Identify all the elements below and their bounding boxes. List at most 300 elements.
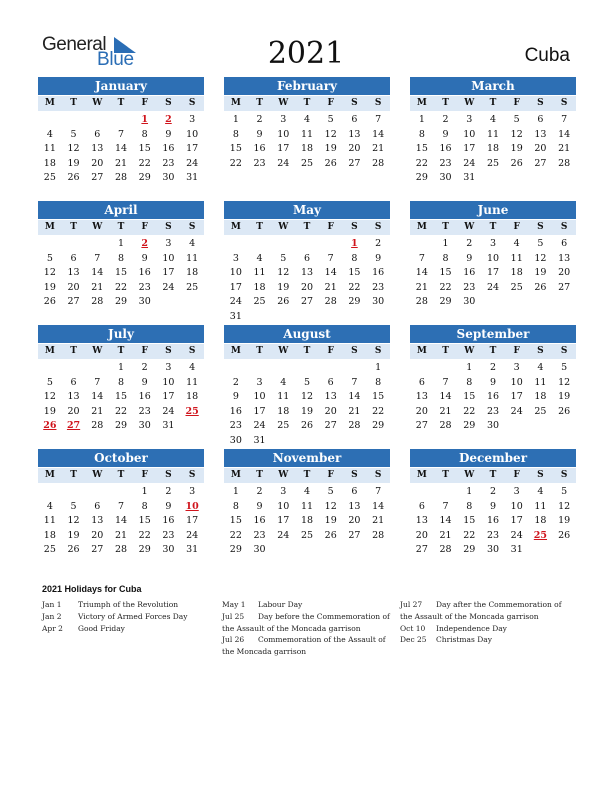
weekday-header-row xyxy=(38,96,204,111)
day-cell: 9 xyxy=(141,252,148,264)
month-november xyxy=(224,449,390,558)
day-cell: 27 xyxy=(415,420,428,431)
month-may xyxy=(224,201,390,324)
weekday-label: S xyxy=(560,470,568,480)
day-cell: 11 xyxy=(186,376,199,388)
holiday-day-cell: 10 xyxy=(185,500,199,512)
day-cell: 28 xyxy=(439,420,452,431)
weekday-label: S xyxy=(374,222,382,232)
day-cell: 23 xyxy=(138,405,151,417)
day-cell: 4 xyxy=(489,114,497,125)
day-cell: 18 xyxy=(277,405,290,417)
day-cell: 6 xyxy=(303,252,311,264)
day-cell: 10 xyxy=(510,376,523,388)
weekday-label: T xyxy=(489,98,497,108)
weekday-label: F xyxy=(513,470,520,480)
day-cell: 24 xyxy=(463,157,476,169)
weekday-label: M xyxy=(230,222,241,232)
day-cell: 6 xyxy=(94,128,101,140)
day-cell: 29 xyxy=(114,420,128,431)
days-grid xyxy=(38,113,204,186)
day-cell: 4 xyxy=(303,486,311,497)
day-cell: 5 xyxy=(70,128,77,140)
day-cell: 25 xyxy=(186,281,199,293)
day-cell: 16 xyxy=(162,143,175,154)
day-cell: 5 xyxy=(327,486,334,497)
day-cell: 21 xyxy=(372,143,385,154)
day-cell: 13 xyxy=(300,267,314,278)
weekday-label: S xyxy=(351,98,358,108)
day-cell: 26 xyxy=(510,157,523,169)
day-cell: 25 xyxy=(300,529,314,541)
empty-cell xyxy=(38,361,62,376)
day-cell: 27 xyxy=(348,157,361,169)
day-cell: 15 xyxy=(463,391,476,402)
day-cell: 28 xyxy=(372,529,385,541)
day-cell: 11 xyxy=(510,252,523,264)
day-cell: 21 xyxy=(324,281,337,293)
day-cell: 31 xyxy=(186,172,199,183)
day-cell: 12 xyxy=(277,267,290,278)
day-cell: 12 xyxy=(43,391,56,402)
day-cell: 30 xyxy=(162,172,175,183)
day-cell: 28 xyxy=(558,157,571,169)
day-cell: 25 xyxy=(300,157,314,169)
day-cell: 17 xyxy=(277,515,290,526)
day-cell: 9 xyxy=(165,128,172,140)
day-cell: 4 xyxy=(303,114,311,125)
day-cell: 31 xyxy=(463,172,476,183)
day-cell: 27 xyxy=(91,172,104,183)
weekday-label: F xyxy=(513,98,520,108)
day-cell: 27 xyxy=(300,296,314,307)
day-cell: 30 xyxy=(486,544,500,555)
month-january xyxy=(38,77,204,186)
day-cell: 12 xyxy=(534,252,547,264)
day-cell: 17 xyxy=(510,391,523,402)
weekday-label: T xyxy=(117,222,125,232)
day-cell: 4 xyxy=(256,252,263,264)
day-cell: 11 xyxy=(277,391,290,402)
day-cell: 13 xyxy=(91,143,104,154)
weekday-label: S xyxy=(165,470,172,480)
day-cell: 17 xyxy=(277,143,290,154)
weekday-label: T xyxy=(256,346,263,356)
weekday-label: S xyxy=(374,98,382,108)
holiday-date: Dec 25 xyxy=(400,635,427,645)
day-cell: 1 xyxy=(141,486,148,497)
day-cell: 8 xyxy=(117,376,125,388)
day-cell: 19 xyxy=(43,405,56,417)
day-cell: 27 xyxy=(558,281,571,293)
day-cell: 15 xyxy=(114,391,128,402)
weekday-header-row xyxy=(410,220,576,235)
day-cell: 25 xyxy=(486,157,500,169)
day-cell: 5 xyxy=(46,252,53,264)
day-cell: 24 xyxy=(486,281,500,293)
month-april xyxy=(38,201,204,310)
day-cell: 5 xyxy=(537,238,544,249)
month-august xyxy=(224,325,390,448)
day-cell: 18 xyxy=(186,267,199,278)
day-cell: 2 xyxy=(256,486,263,497)
days-grid xyxy=(38,361,204,434)
day-cell: 7 xyxy=(418,252,425,264)
empty-cell xyxy=(85,237,109,252)
day-cell: 22 xyxy=(229,529,242,541)
day-cell: 25 xyxy=(534,405,547,417)
logo xyxy=(42,34,152,70)
day-cell: 22 xyxy=(415,157,428,169)
weekday-header-row xyxy=(224,220,390,235)
day-cell: 18 xyxy=(510,267,523,278)
month-header: February xyxy=(224,77,390,95)
days-grid xyxy=(224,485,390,558)
day-cell: 13 xyxy=(558,252,571,264)
day-cell: 27 xyxy=(67,296,80,307)
weekday-label: S xyxy=(537,98,544,108)
day-cell: 23 xyxy=(372,281,385,293)
day-cell: 2 xyxy=(165,486,172,497)
day-cell: 29 xyxy=(114,296,128,307)
day-cell: 11 xyxy=(534,376,547,388)
empty-cell xyxy=(248,237,272,252)
holiday-item xyxy=(222,599,392,611)
holiday-item xyxy=(42,623,212,635)
day-cell: 18 xyxy=(534,391,547,402)
day-cell: 28 xyxy=(91,296,104,307)
day-cell: 17 xyxy=(463,143,476,154)
day-cell: 5 xyxy=(327,114,334,125)
day-cell: 4 xyxy=(189,362,196,373)
day-cell: 21 xyxy=(348,405,361,417)
day-cell: 22 xyxy=(138,529,151,541)
day-cell: 12 xyxy=(67,515,80,526)
day-cell: 30 xyxy=(138,420,151,431)
day-cell: 26 xyxy=(558,405,571,417)
day-cell: 10 xyxy=(229,267,242,278)
holiday-item xyxy=(400,623,570,635)
day-cell: 10 xyxy=(162,252,175,264)
weekday-label: M xyxy=(230,98,241,108)
day-cell: 25 xyxy=(43,172,56,183)
day-cell: 9 xyxy=(141,376,148,388)
days-grid xyxy=(410,113,576,186)
day-cell: 23 xyxy=(253,529,266,541)
day-cell: 15 xyxy=(439,267,452,278)
day-cell: 24 xyxy=(510,529,523,541)
weekday-label: T xyxy=(70,470,77,480)
days-grid xyxy=(224,361,390,448)
day-cell: 15 xyxy=(229,515,242,526)
weekday-label: T xyxy=(256,470,263,480)
day-cell: 13 xyxy=(91,515,104,526)
day-cell: 30 xyxy=(162,544,175,555)
days-grid xyxy=(38,485,204,558)
month-header: November xyxy=(224,449,390,467)
day-cell: 7 xyxy=(375,486,382,497)
day-cell: 3 xyxy=(466,114,473,125)
day-cell: 29 xyxy=(372,420,385,431)
day-cell: 25 xyxy=(43,544,56,555)
weekday-label: W xyxy=(278,470,289,480)
empty-cell xyxy=(85,485,109,500)
day-cell: 25 xyxy=(277,420,290,431)
weekday-label: S xyxy=(351,222,358,232)
day-cell: 5 xyxy=(561,362,568,373)
day-cell: 20 xyxy=(348,143,361,154)
day-cell: 17 xyxy=(162,267,175,278)
holiday-name: Commemoration of the Assault of the Moncada garrison xyxy=(222,635,386,657)
logo-text-blue: Blue xyxy=(97,49,134,70)
days-grid xyxy=(410,485,576,558)
day-cell: 23 xyxy=(162,529,175,541)
weekday-label: T xyxy=(303,346,311,356)
weekday-label: T xyxy=(303,470,311,480)
day-cell: 31 xyxy=(162,420,175,431)
weekday-label: M xyxy=(230,346,241,356)
day-cell: 16 xyxy=(486,515,500,526)
day-cell: 1 xyxy=(232,114,239,125)
day-cell: 22 xyxy=(114,281,128,293)
day-cell: 22 xyxy=(463,529,476,541)
day-cell: 12 xyxy=(324,500,337,512)
day-cell: 24 xyxy=(186,529,199,541)
day-cell: 3 xyxy=(513,362,520,373)
day-cell: 26 xyxy=(43,296,56,307)
day-cell: 8 xyxy=(375,376,382,388)
day-cell: 12 xyxy=(67,143,80,154)
weekday-label: T xyxy=(442,98,449,108)
day-cell: 17 xyxy=(186,143,199,154)
day-cell: 19 xyxy=(510,143,523,154)
day-cell: 31 xyxy=(229,310,242,322)
day-cell: 16 xyxy=(138,391,151,402)
weekday-label: W xyxy=(278,222,289,232)
weekday-label: F xyxy=(327,470,334,480)
day-cell: 7 xyxy=(117,128,125,140)
weekday-label: T xyxy=(442,470,449,480)
empty-cell xyxy=(410,237,434,252)
day-cell: 21 xyxy=(114,157,128,169)
day-cell: 19 xyxy=(67,157,80,169)
day-cell: 14 xyxy=(348,391,361,402)
day-cell: 20 xyxy=(534,143,547,154)
day-cell: 20 xyxy=(558,267,571,278)
day-cell: 29 xyxy=(138,172,151,183)
day-cell: 28 xyxy=(324,296,337,307)
weekday-header-row xyxy=(224,96,390,111)
weekday-label: W xyxy=(464,98,475,108)
day-cell: 21 xyxy=(114,529,128,541)
day-cell: 15 xyxy=(372,391,385,402)
weekday-label: S xyxy=(560,222,568,232)
weekday-label: S xyxy=(351,346,358,356)
day-cell: 18 xyxy=(43,157,56,169)
day-cell: 24 xyxy=(162,405,175,417)
day-cell: 14 xyxy=(324,267,337,278)
day-cell: 14 xyxy=(415,267,428,278)
day-cell: 30 xyxy=(253,544,266,555)
weekday-label: S xyxy=(188,222,196,232)
day-cell: 4 xyxy=(280,376,287,388)
empty-cell xyxy=(85,113,109,128)
day-cell: 2 xyxy=(375,238,382,249)
weekday-label: S xyxy=(374,346,382,356)
empty-cell xyxy=(224,361,248,376)
month-october xyxy=(38,449,204,558)
day-cell: 17 xyxy=(253,405,266,417)
day-cell: 19 xyxy=(67,529,80,541)
day-cell: 15 xyxy=(229,143,242,154)
day-cell: 2 xyxy=(489,486,497,497)
day-cell: 11 xyxy=(253,267,266,278)
day-cell: 13 xyxy=(67,391,80,402)
day-cell: 29 xyxy=(463,420,476,431)
day-cell: 11 xyxy=(43,515,56,526)
weekday-label: F xyxy=(141,222,148,232)
empty-cell xyxy=(295,361,319,376)
day-cell: 3 xyxy=(189,114,196,125)
holiday-day-cell: 2 xyxy=(141,238,149,249)
day-cell: 6 xyxy=(561,238,568,249)
weekday-label: T xyxy=(70,222,77,232)
month-september xyxy=(410,325,576,434)
day-cell: 9 xyxy=(375,252,382,264)
day-cell: 26 xyxy=(67,544,80,555)
empty-cell xyxy=(62,361,86,376)
weekday-label: F xyxy=(513,222,520,232)
weekday-label: T xyxy=(117,98,125,108)
month-header: April xyxy=(38,201,204,219)
day-cell: 24 xyxy=(277,529,290,541)
day-cell: 7 xyxy=(442,500,449,512)
day-cell: 15 xyxy=(138,143,151,154)
day-cell: 29 xyxy=(229,544,242,555)
holiday-name: Day before the Commemoration of the Assault of the Moncada garrison xyxy=(222,611,390,633)
day-cell: 17 xyxy=(229,281,242,293)
empty-cell xyxy=(319,361,343,376)
empty-cell xyxy=(224,237,248,252)
day-cell: 19 xyxy=(300,405,314,417)
weekday-label: W xyxy=(278,346,289,356)
day-cell: 19 xyxy=(324,515,337,526)
weekday-label: T xyxy=(442,222,449,232)
day-cell: 10 xyxy=(463,128,476,140)
weekday-header-row xyxy=(38,220,204,235)
day-cell: 7 xyxy=(94,376,101,388)
day-cell: 30 xyxy=(486,420,500,431)
day-cell: 5 xyxy=(46,376,53,388)
day-cell: 21 xyxy=(372,515,385,526)
day-cell: 31 xyxy=(253,434,266,446)
day-cell: 3 xyxy=(165,238,172,249)
holiday-day-cell: 1 xyxy=(141,114,149,125)
weekday-label: T xyxy=(256,222,263,232)
day-cell: 21 xyxy=(439,529,452,541)
empty-cell xyxy=(85,361,109,376)
day-cell: 30 xyxy=(229,434,242,446)
day-cell: 8 xyxy=(466,376,473,388)
day-cell: 23 xyxy=(486,405,500,417)
day-cell: 16 xyxy=(439,143,452,154)
day-cell: 20 xyxy=(415,405,428,417)
day-cell: 19 xyxy=(558,515,571,526)
weekday-label: W xyxy=(92,222,103,232)
day-cell: 23 xyxy=(253,157,266,169)
day-cell: 1 xyxy=(232,486,239,497)
day-cell: 6 xyxy=(70,376,77,388)
day-cell: 26 xyxy=(558,529,571,541)
day-cell: 13 xyxy=(534,128,547,140)
weekday-label: S xyxy=(374,470,382,480)
day-cell: 24 xyxy=(253,420,266,431)
weekday-label: W xyxy=(464,346,475,356)
day-cell: 16 xyxy=(229,405,242,417)
day-cell: 4 xyxy=(189,238,196,249)
day-cell: 11 xyxy=(534,500,547,512)
holiday-day-cell: 27 xyxy=(66,420,81,431)
day-cell: 7 xyxy=(117,500,125,512)
day-cell: 29 xyxy=(463,544,476,555)
weekday-header-row xyxy=(224,344,390,359)
weekday-label: F xyxy=(141,346,148,356)
day-cell: 3 xyxy=(232,252,239,264)
day-cell: 26 xyxy=(534,281,547,293)
day-cell: 22 xyxy=(114,405,128,417)
day-cell: 28 xyxy=(415,296,428,307)
weekday-label: M xyxy=(230,470,241,480)
day-cell: 8 xyxy=(351,252,358,264)
weekday-label: T xyxy=(489,470,497,480)
day-cell: 22 xyxy=(463,405,476,417)
day-cell: 29 xyxy=(138,544,151,555)
day-cell: 15 xyxy=(348,267,361,278)
weekday-label: W xyxy=(92,470,103,480)
day-cell: 20 xyxy=(415,529,428,541)
day-cell: 1 xyxy=(117,238,125,249)
weekday-label: W xyxy=(92,346,103,356)
day-cell: 3 xyxy=(489,238,497,249)
day-cell: 14 xyxy=(372,500,385,512)
day-cell: 28 xyxy=(348,420,361,431)
day-cell: 8 xyxy=(141,500,148,512)
weekday-label: S xyxy=(188,346,196,356)
day-cell: 19 xyxy=(324,143,337,154)
empty-cell xyxy=(38,237,62,252)
weekday-label: T xyxy=(117,470,125,480)
weekday-label: S xyxy=(165,98,172,108)
day-cell: 12 xyxy=(558,376,571,388)
weekday-label: W xyxy=(464,470,475,480)
day-cell: 1 xyxy=(418,114,425,125)
day-cell: 28 xyxy=(439,544,452,555)
weekday-label: F xyxy=(327,346,334,356)
day-cell: 4 xyxy=(46,500,53,512)
empty-cell xyxy=(319,237,343,252)
day-cell: 13 xyxy=(324,391,337,402)
day-cell: 14 xyxy=(372,128,385,140)
day-cell: 10 xyxy=(186,128,199,140)
holiday-item xyxy=(400,634,570,646)
day-cell: 3 xyxy=(256,376,263,388)
holiday-day-cell: 25 xyxy=(185,405,199,417)
days-grid xyxy=(224,113,390,171)
day-cell: 10 xyxy=(162,376,175,388)
days-grid xyxy=(38,237,204,310)
day-cell: 10 xyxy=(277,500,290,512)
day-cell: 23 xyxy=(229,420,242,431)
